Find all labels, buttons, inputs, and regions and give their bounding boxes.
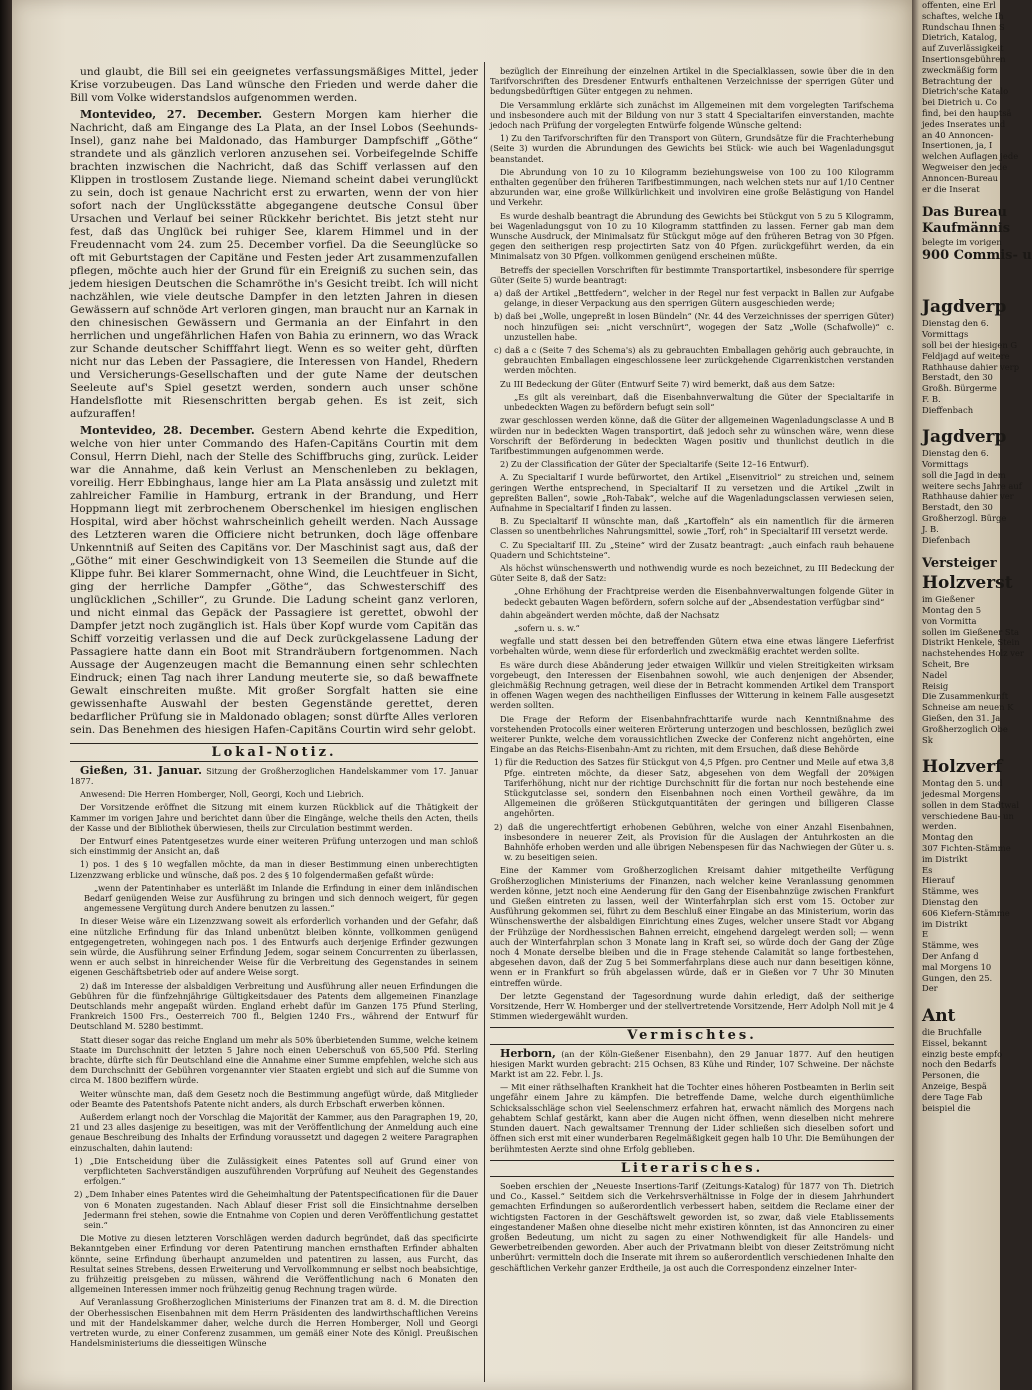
paragraph: bezüglich der Einreihung der einzelnen Artikel in die Specialklassen, sowie über die in den Tarifvorschriften des Dresdener Entwurfs enthaltenen Verzeichnisse der sperrigen Güter und bedungsbedürftigen Güter entgegen zu nehmen. xyxy=(490,66,894,97)
fragment-line: Dienstag den 6. xyxy=(922,448,989,459)
article-giessen xyxy=(70,763,478,786)
fragment-line: Montag den xyxy=(922,832,974,843)
fragment-line xyxy=(922,286,1002,297)
fragment-line: zweckmäßig form xyxy=(922,64,998,75)
fragment-line xyxy=(922,994,1002,1005)
paragraph: B. Zu Specialtarif II wünschte man, daß „Kartoffeln“ als ein namentlich für die ärmeren Classen so unentbehrliches Nahrungsmittel, sowie „Torf, roh“ in Specialtarif III versetzt werde. xyxy=(490,516,894,537)
fragment-line: Dienstag den xyxy=(922,896,979,907)
fragment-line: Stämme, wes xyxy=(922,886,979,897)
fragment-line: Stämme, wes xyxy=(922,940,979,951)
fragment-line: im Distrikt xyxy=(922,853,968,864)
paragraph: Eine der Kammer vom Großherzoglichen Kreisamt dahier mitgetheilte Verfügung Großherzoglichen Ministeriums der Finanzen, nach welcher keine Veranlassung genommen werden könne, jetzt noch eine Aenderung für den Gang der Eisenbahnzüge zwischen Frankfurt und Gießen eintreten zu lassen, weil der Winterfahrplan sich erst vom 15. October zur Ausführung gekommen sei, führt zu dem Beschluß einer Eingabe an das Ministerium, worin das Wünschenswerthe der alsbaldigen Einrichtung eines Zuges, welcher unsere Stadt vor Abgang der Frühzüge der Nordhessischen Bahnen erreicht, eingehend dargelegt werden soll; — wenn auch der Winterfahrplan schon 3 Monate lang in Kraft sei, so würde doch der Gang der Züge noch 4 Monate derselbe bleiben und die in Frage stehende Calamität so lange fortbestehen, abgesehen davon, daß der Zug 5 bei Sommerfahrplans diese auch nur dann beseitigen könne, wenn er in Frankfurt so früh abgelassen würde, daß er in Gießen vor 7 Uhr 30 Minuten eintreffen würde. xyxy=(490,865,894,988)
fragment-line: Berstadt, den 30 xyxy=(922,372,993,383)
fragment-line: dere Tage Fab xyxy=(922,1091,983,1102)
fragment-line: offenten, eine Erl xyxy=(922,0,996,10)
fragment-line: Reisig xyxy=(922,680,949,691)
fragment-line: Holzverf xyxy=(922,757,1003,778)
paragraph: Anwesend: Die Herren Homberger, Noll, Georgi, Koch und Liebrich. xyxy=(80,789,364,800)
paragraph: 1) Zu den Tarifvorschriften für den Transport von Gütern, Grundsätze für die Frachterhebung (Seite 3) wurden die Abrundungen des Gewichts bei Stück- wie auch bei Wagenladungsgut beanstandet. xyxy=(490,133,894,164)
fragment-line: welchen Auflagen jede xyxy=(922,151,1019,162)
quotation: 1) „Die Entscheidung über die Zulässigkeit eines Patentes soll auf Grund einer von verpflichteten Sachverständigen auszuführenden Vorprüfung auf Neuheit des Gegenstandes erfolgen.“ xyxy=(74,1155,478,1187)
fragment-line: Berstadt, den 30 xyxy=(922,502,993,513)
fragment-line: Großh. Bürgerme xyxy=(922,383,997,394)
dateline: Gießen, 31. Januar. xyxy=(80,763,202,777)
article-body: Gestern Morgen kam hierher die Nachricht, daß am Eingange des La Plata, an der Insel Lobos (Seehunds-Insel), ganz nahe bei Maldonado, das Hamburger Dampfschiff „Göthe“ strandete und als gänzlich verloren anzusehen sei. Vorbeifegelnde Schiffe brachten inzwischen die Nachricht, daß das Schiff verlassen auf den Klippen in trostlosem Zustande liege. Niemand scheint dabei verunglückt zu sein, doch ist genaue Nachricht erst zu erwarten, wenn der von hier sofort nach der Unglücksstätte abgegangene deutsche Consul über Ursachen und Verlauf bei seiner Rückkehr berichtet. Bis jetzt steht nur fest, daß das Unglück bei ruhiger See, klarem Himmel und in der Freudennacht vom 24. zum 25. December vorfiel. Da die Seeunglücke so oft mit Geburtstagen der Capitäne und Festen jeder Art zusammenzufallen pflegen, möchte auch hier der Grund für ein Ereigniß zu suchen sein, das jedem hiesigen Deutschen die Schamröthe in's Gesicht treibt. Ich will nicht nachzählen, wie viele deutsche Dampfer in den letzten Jahren in diesen Gewässern auf schnöde Art verloren gingen, man braucht nur an Karnak in den chinesischen Gewässern und Germania an der Einfahrt in den herrlichen und ungefährlichen Hafen von Bahia zu erinnern, wo das Wrack zur Schande deutscher Schifffahrt liegt. Wenn es so weiter geht, dürften nicht nur das Leben der Passagiere, die Interessen von Handel, Rhedern und Versicherungs-Gesellschaften und der gute Name der deutschen Seeleute auf's Spiel gesetzt werden, sondern auch unser schöne Handelsflotte mit Riesenschritten bergab gehen. Es ist zeit, sich aufzuraffen! xyxy=(70,109,478,420)
fragment-line: Dienstag den 6. xyxy=(922,318,989,329)
fragment-line: jedes Inserates und xyxy=(922,118,1006,129)
fragment-line: Der Anfang d xyxy=(922,950,979,961)
paragraph: wegfalle und statt dessen bei den betreffenden Gütern etwa eine etwas längere Lieferfrist vorbehalten würde, wenn diese für erforderlich und zweckmäßig erachtet werden sollte. xyxy=(490,636,894,657)
dateline: Montevideo, 28. December. xyxy=(80,424,255,437)
article-montevideo-1 xyxy=(70,108,478,421)
section-heading-literarisches: Literarisches. xyxy=(490,1160,894,1177)
paragraph: dahin abgeändert werden möchte, daß der Nachsatz xyxy=(500,609,720,620)
fragment-line: soll die Jagd in dem xyxy=(922,469,1006,480)
fragment-line: an 40 Annoncen- xyxy=(922,129,994,140)
fragment-line: J. B. xyxy=(922,523,939,534)
fragment-line: auf Zuverlässigkeit xyxy=(922,43,1004,54)
fragment-line: mal Morgens 10 xyxy=(922,961,992,972)
fragment-line: Vormittags xyxy=(922,459,969,470)
left-column xyxy=(70,66,478,1380)
fragment-line: Ant xyxy=(922,1005,956,1026)
fragment-line: beispiel die xyxy=(922,1102,971,1113)
fragment-line: F. B. xyxy=(922,393,941,404)
fragment-line: Rathhause dahier ver xyxy=(922,491,1014,502)
fragment-line: belegte im vorigen xyxy=(922,237,1002,248)
fragment-line: Dietrich'sche Katalo xyxy=(922,86,1009,97)
article-herborn xyxy=(490,1046,894,1080)
list-item: 2) daß die ungerechtfertigt erhobenen Gebühren, welche von einer Anzahl Eisenbahnen, insbesondere in neuerer Zeit, als Provision für die Auslagen der Antuhrkosten an die Bahnhöfe erhoben werden und alle übrigen Nebenspesen für das Nachwiegen der Güter u. s. w. zu beseitigen seien. xyxy=(494,821,894,863)
article-body: Gestern Abend kehrte die Expedition, welche von hier unter Commando des Hafen-Capitäns Courtin mit dem Consul, Herrn Diehl, nach der Stelle des Schiffbruchs ging, zurück. Leider war die Annahme, daß kein Verlust an Menschenleben zu beklagen, voreilig. Herr Ebbinghaus, lange hier am La Plata ansässig und zuletzt mit zahlreicher Familie in Hamburg, ertrank in der Brandung, und Herr Hoppmann liegt mit zerbrochenem Oberschenkel im hiesigen englischen Hospital, wird aber höchst wahrscheinlich geheilt werden. Nach Aussage des Letzteren waren die Officiere nicht betrunken, doch läge offenbare Unkenntniß auf Seiten des Capitäns vor. Der Maschinist sagt aus, daß der „Göthe“ mit einer Geschwindigkeit von 13 Seemeilen die Stunde auf die Klippe fuhr. Bei klarer Sommernacht, ohne Wind, die Leuchtfeuer in Sicht, ging der herrliche Dampfer „Göthe“, das Schwesterschiff des unglücklichen „Schiller“, zu Grunde. Die Ladung scheint ganz verloren, und nicht einmal das Gepäck der Passagiere ist gerettet, obwohl der Dampfer jetzt noch zugänglich ist. Hals über Kopf wurde vom Capitän das Schiff vorzeitig verlassen und die auf Deck zurückgelassene Ladung der Passagiere hatte dann ein Boot mit Strandräubern fortgenommen. Nach Aussage der Augenzeugen macht die Bemannung einen sehr schlechten Eindruck; einen Tag nach ihrer Landung meuterte sie, so daß bewaffnete Gewalt einschreiten mußte. Mit großer Sorgfalt hatten sie eine gewissenhafte Auswahl der besten Gegenstände gerettet, deren bedarflicher Prüfung sie in Maldonado oblagen; sonst dürfte Alles verloren sein. Das Benehmen des hiesigen Hafen-Capitäns Courtin wird sehr gelobt. xyxy=(70,425,478,736)
paragraph: Der Vorsitzende eröffnet die Sitzung mit einem kurzen Rückblick auf die Thätigkeit der Kammer im vorigen Jahre und berichtet dann über die Eingänge, welche theils den Acten, theils der Kasse und der Bibliothek überwiesen, theils zur Circulation bestimmt werden. xyxy=(70,802,478,833)
fragment-line: Betrachtung der xyxy=(922,75,993,86)
fragment-line: noch den Bedarfs xyxy=(922,1059,997,1070)
fragment-line: Hierauf xyxy=(922,875,955,886)
fragment-line: im Gießener xyxy=(922,594,975,605)
fragment-line: soll bei der hiesigen G xyxy=(922,339,1018,350)
book-spine xyxy=(0,0,12,1390)
fragment-line: Großherzogl. Bürge xyxy=(922,513,1007,524)
fragment-line: weitere sechs Jahre auf xyxy=(922,480,1022,491)
fragment-line: Montag den 5. und xyxy=(922,778,1003,789)
fragment-line: einzig beste empfo xyxy=(922,1048,1003,1059)
paragraph: Es wäre durch diese Abänderung jeder etwaigen Willkür und vielen Streitigkeiten wirksam vorgebeugt, den Interessen der Eisenbahnen sowohl, wie auch denjenigen der Absender, gleichmäßig Rechnung getragen, weil diese der in Betracht kommenden Artikel dem Transport in offenen Wagen wegen des nachtheiligen Einflusses der Witterung in keinem Falle ausgesetzt werden sollten. xyxy=(490,659,894,711)
paragraph: Der Entwurf eines Patentgesetzes wurde einer weiteren Prüfung unterzogen und man schloß sich einstimmig der Ansicht an, daß xyxy=(70,835,478,857)
fragment-line: im Distrikt xyxy=(922,918,968,929)
fragment-line: Annoncen-Bureau xyxy=(922,172,999,183)
fragment-line: Vormittags xyxy=(922,329,969,340)
fragment-line xyxy=(922,264,1002,275)
fragment-line: Anzeige, Bespä xyxy=(922,1080,987,1091)
adjacent-page-text xyxy=(922,0,1032,1390)
fragment-line: sollen im Gießener Sta xyxy=(922,626,1019,637)
list-item: c) daß a c (Seite 7 des Schema's) als zu gebrauchten Emballagen gehörig auch gebrauchte, in gebrauchten Emballagen eingeschlossene leer zurückgehende Cigarrenkistchen verstanden werden möchten. xyxy=(494,345,894,376)
article-body: (an der Köln-Gießener Eisenbahn), den 29 Januar 1877. Auf den heutigen hiesigen Markt wurden gebracht: 215 Ochsen, 83 Kühe und Rinder, 107 Schweine. Der nächste Markt ist am 22. Febr. l. Js. xyxy=(490,1048,894,1080)
fragment-line: Jagdverp xyxy=(922,297,1007,318)
fragment-line: Es xyxy=(922,864,933,875)
fragment-line: Gungen, den 25. xyxy=(922,972,993,983)
fragment-line: Personen, die xyxy=(922,1070,980,1081)
paragraph: Betreffs der speciellen Vorschriften für bestimmte Transportartikel, insbesondere für sperrige Güter (Seite 5) wurde beantragt: xyxy=(490,264,894,285)
paragraph: 2) daß im Interesse der alsbaldigen Verbreitung und Ausführung aller neuen Erfindungen die Gebühren für die fünfzehnjährige Gültigkeitsdauer des Patents dem allgemeinen Finanzlage Deutschlands mehr angepaßt würden. England erhebt dafür im Ganzen 175 Pfund Sterling, Frankreich 1500 Frs., Oesterreich 700 fl., Belgien 1240 Frs., während der Entwurf für Deutschland M. 5280 bestimmt. xyxy=(70,980,478,1032)
article-berlin: — Mit einer räthselhaften Krankheit hat die Tochter eines höheren Postbeamten in Berlin seit ungefähr einem Jahre zu kämpfen. Die betreffende Dame, welche durch eigenthümliche Schicksalsschläge schon viel Seelenschmerz erfahren hat, erwacht nämlich des Morgens nach gehabtem Schlaf gestärkt, kann aber die Augen nicht öffnen, wenn dieselben nicht mehrere Stunden dauert. Nach gewaltsamer Trennung der Lider schließen sich dieselben sofort und öffnen sich erst mit einer wunderbaren Regelmäßigkeit gegen halb 10 Uhr. Die Bemühungen der berühmtesten Aerzte sind ohne Erfolg geblieben. xyxy=(490,1082,894,1154)
fragment-line xyxy=(922,416,1002,427)
fragment-line: Kaufmännis xyxy=(922,221,1011,237)
quotation: 2) „Dem Inhaber eines Patentes wird die Geheimhaltung der Patentspecificationen für die Dauer von 6 Monaten zugestanden. Nach Ablauf dieser Frist soll die Einsichtnahme derselben Jedermann frei stehen, sowie die Entnahme von Copien und deren Veröffentlichung gestattet sein.“ xyxy=(74,1189,478,1231)
fragment-line xyxy=(922,545,1002,556)
fragment-line: Großherzoglich Obe xyxy=(922,723,1008,734)
quotation: „sofern u. s. w.“ xyxy=(514,622,580,633)
fragment-line: Gießen, den 31. Ja xyxy=(922,713,1001,724)
fragment-line: Die Zusammenkunft xyxy=(922,691,1009,702)
fragment-line: jedesmal Morgens xyxy=(922,789,1001,800)
paragraph: Weiter wünschte man, daß dem Gesetz noch die Bestimmung angefügt würde, daß Mitglieder oder Beamte des Patentshofs Patente nicht anders, als durch Erbschaft erwerben können. xyxy=(70,1088,478,1109)
fragment-line: 900 Commis- u xyxy=(922,247,1032,263)
fragment-line: Eissel, bekannt xyxy=(922,1037,987,1048)
fragment-line: Scheit, Bre xyxy=(922,659,970,670)
fragment-line: Dietrich, Katalog, xyxy=(922,32,998,43)
article-montevideo-2 xyxy=(70,424,478,737)
fragment-line xyxy=(922,275,1002,286)
section-heading-lokal: Lokal-Notiz. xyxy=(70,743,478,762)
quotation: „Ohne Erhöhung der Frachtpreise werden die Eisenbahnverwaltungen folgende Güter in bedeckt gebauten Wagen befördern, sofern solche auf der „Absendestation verfügbar sind“ xyxy=(504,586,894,607)
article-title: Sitzung der Großherzoglichen Handelskammer vom 17. Januar 1877. xyxy=(70,765,478,786)
fragment-line: verschiedene Bau- un xyxy=(922,810,1014,821)
fragment-line: Rathhause dahier verp xyxy=(922,361,1020,372)
paragraph: A. Zu Specialtarif I wurde befürwortet, den Artikel „Eisenvitriol“ zu streichen und, seinem geringen Werthe entsprechend, in Specialtarif II zu versetzen und die Artikel „Zwilt in gepreßten Ballen“, sowie „Roh-Tabak“, welche auf die Wagenladungsclassen verwiesen seien, Aufnahme in Specialtarif I finden zu lassen. xyxy=(490,472,894,513)
fragment-line: Der xyxy=(922,983,938,994)
paragraph: Die Frage der Reform der Eisenbahnfrachttarife wurde nach Kenntnißnahme des vorstehenden Protocolls einer weiteren Erörterung unterzogen und beschlossen, bezüglich zwei weiterer Punkte, welche dem voraussichtlichen Zwecke der Conferenz nicht angehörten, eine Eingabe an das Reichs-Eisenbahn-Amt zu richten, mit dem Ersuchen, daß diese Behörde xyxy=(490,713,894,755)
paragraph: zwar geschlossen werden könne, daß die Güter der allgemeinen Wagenladungsclasse A und B würden nur in bedeckten Wagen transportirt, daß jedoch sehr zu wünschen wäre, wenn diese Vorschrift der Beförderung in bedeckten Wagen positiv und thunlichst deutlich in die Tarifbestimmungen aufgenommen werde. xyxy=(490,415,894,456)
fragment-line: Nadel xyxy=(922,669,948,680)
fragment-line: schaftes, welche Ih xyxy=(922,10,1004,21)
dateline: Herborn, xyxy=(500,1046,556,1060)
article-intro: und glaubt, die Bill sei ein geeignetes verfassungsmäßiges Mittel, jeder Krise vorzubeugen. Das Land wünsche den Frieden und werde daher die Bill vom Volke widerstandslos aufgenommen werden. xyxy=(70,66,478,104)
paragraph: Die Motive zu diesen letzteren Vorschlägen werden dadurch begründet, daß das specificirte Bekanntgeben einer Erfindung vor deren Patentirung manchen ernsthaften Erfinder abhalten könnte, seine Erfindung überhaupt anzumelden und patentiren zu lassen, aus Furcht, das Resultat seines Strebens, dessen Erweiterung und Vervollkommnung er selbst noch beabsichtige, zu frühzeitig preisgeben zu müssen, während die Veröffentlichung nach 6 Monaten den allgemeinen Interessen immer noch frühzeitig genug Rechnung tragen würde. xyxy=(70,1233,478,1295)
paragraph: Außerdem erlangt noch der Vorschlag die Majorität der Kammer, aus den Paragraphen 19, 20, 21 und 23 alles dasjenige zu beseitigen, was mit der Veröffentlichung der Anmeldung auch eine genaue Beschreibung des Inhalts der Erfindung voraussetzt und dagegen 2 weitere Paragraphen einzuschalten, dahin lautend: xyxy=(70,1112,478,1153)
fragment-line: Distrikt Henkele, Stein xyxy=(922,637,1020,648)
fragment-line: Dieffenbach xyxy=(922,404,974,415)
fragment-line: Insertionen, ja, I xyxy=(922,140,993,151)
paragraph: In dieser Weise wäre ein Lizenzzwang soweit als erforderlich vorhanden und der Gefahr, daß eine nützliche Erfindung für das Inland unbenützt bleiben könnte, vollkommen genügend entgegengetreten, wohingegen nach pos. 1 des Entwurfs auch derjenige Erfinder gezwungen sein würde, die Ausführung seiner Erfindung Jedem, sogar seinem Concurrenten zu überlassen, wenn er auch selbst in hinreichender Weise für die Verbreitung des Gegenstandes in seinem eigenen Geschäftsbetrieb oder auf andere Weise sorgt. xyxy=(70,916,478,978)
fragment-line: find, bei den hauptsä xyxy=(922,107,1012,118)
fragment-line: werden. xyxy=(922,821,957,832)
fragment-line: die Bruchfalle xyxy=(922,1026,982,1037)
list-item: b) daß bei „Wolle, ungepreßt in losen Bündeln“ (Nr. 44 des Verzeichnisses der sperrigen Güter) noch hinzufügen sei: „nicht verschnürt“, wogegen der Satz „Wolle (Schafwolle)“ c. unzustellen habe. xyxy=(494,311,894,342)
paragraph: Die Abrundung von 10 zu 10 Kilogramm beziehungsweise von 100 zu 100 Kilogramm enthalten gegenüber den früheren Tarifbestimmungen, nach welchen stets nur auf 1/10 Centner abzurunden war, eine große Willkürlichkeit und involviren eine große Belästigung von Handel und Verkehr. xyxy=(490,166,894,208)
paragraph: 2) Zu der Classification der Güter der Specialtarife (Seite 12–16 Entwurf). xyxy=(500,459,809,470)
article-literarisches: Soeben erschien der „Neueste Insertions-Tarif (Zeitungs-Katalog) für 1877 von Th. Dietrich und Co., Kassel.“ Seitdem sich die Verkehrsverhältnisse in Folge der in diesem Jahrhundert gemachten Erfindungen so außerordentlich verbessert haben, seitdem die Reclame einer der wichtigsten Factoren in der Geschäftswelt geworden ist, so zwar, daß viele Etablissements eingestandener Maßen ohne dieselbe nicht mehr existiren könnten, ist das Annonciren zu einer großen Bedeutung, um nicht zu sagen zu einer Nothwendigkeit für alle Handels- und Gewerbetreibenden geworden. Aber auch der Privatmann bleibt von dieser Zeitströmung nicht unberührt: vermitteln doch die Inserate mit ihrem so außerordentlich verschiedenen Inhalte den geschäftlichen Verkehr ganzer Erdtheile, ja ost auch die Correspondenz einzelner Inter- xyxy=(490,1180,894,1273)
paragraph: Statt dieser sogar das reiche England um mehr als 50% überbietenden Summe, welche keinem Staate im Durchschnitt der letzten 5 Jahre noch einen Ueberschuß von 65,500 Pfd. Sterling brachte, dürfte sich für Deutschland eine die Annahme einer Summe empfehlen, welche sich aus dem Durchschnitt der Gebühren vorgenannter vier Staaten ergiebt und sich auf die Summe von circa M. 1800 beziffern würde. xyxy=(70,1034,478,1086)
fragment-line: Insertionsgebühren xyxy=(922,53,1006,64)
section-heading-vermischtes: Vermischtes. xyxy=(490,1027,894,1044)
fragment-line: sollen in dem Stadtwal xyxy=(922,799,1020,810)
paragraph: Die Versammlung erklärte sich zunächst im Allgemeinen mit dem vorgelegten Tarifschema und insbesondere auch mit der Bildung von nur 3 statt 4 Specialtarifen einverstanden, machte jedoch nach Prüfung der vorgelegten Entwürfe folgende Wünsche geltend: xyxy=(490,99,894,131)
dateline: Montevideo, 27. December. xyxy=(80,108,263,121)
fragment-line: E xyxy=(922,929,929,940)
list-item: a) daß der Artikel „Bettfedern“, welcher in der Regel nur fest verpackt in Ballen zur Aufgabe gelange, in dieser Verpackung aus den sperrigen Gütern ausgeschieden werde; xyxy=(494,288,894,309)
fragment-line: Feldjagd auf weitere xyxy=(922,350,1010,361)
fragment-line: bei Dietrich u. Co xyxy=(922,97,997,108)
fragment-line: von Vormitta xyxy=(922,615,977,626)
right-column xyxy=(490,66,894,1380)
fragment-line: 606 Kiefern-Stämme xyxy=(922,907,1010,918)
paragraph: Es wurde deshalb beantragt die Abrundung des Gewichts bei Stückgut von 5 zu 5 Kilogramm, bei Wagenladungsgut von 10 zu 10 Kilogramm stattfinden zu lassen. Ferner gab man dem Wunsche Ausdruck, der Minimalsatz für Stückgut möge auf den früheren Betrag von 30 Pfgen. gegen den seitherigen resp projectirten Satz von 40 Pfgen. zurückgeführt werden, da ein Minimalsatz von 30 Pfgen. vollkommen genügend erscheinen müßte. xyxy=(490,210,894,262)
fragment-line xyxy=(922,745,1002,756)
fragment-line: Versteiger xyxy=(922,556,997,572)
quotation: „wenn der Patentinhaber es unterläßt im Inlande die Erfindung in einer dem inländischen Bedarf genügenden Weise zur Ausführung zu bringen und sich dennoch weigert, für gegen angemessene Vergütung durch Andere benutzen zu lassen.“ xyxy=(84,882,478,914)
fragment-line: er die Inserat xyxy=(922,183,980,194)
fragment-line: Das Bureau xyxy=(922,205,1007,221)
fragment-line: Holzverst xyxy=(922,573,1013,594)
paragraph: Als höchst wünschenswerth und nothwendig wurde es noch bezeichnet, zu III Bedeckung der Güter Seite 8, daß der Satz: xyxy=(490,562,894,584)
fragment-line: 307 Fichten-Stämme xyxy=(922,843,1011,853)
paragraph: Der letzte Gegenstand der Tagesordnung wurde dahin erledigt, daß der seitherige Vorsitzende, Herr W. Homberger und der stellvertretende Vorsitzende, Herr Adolph Noll mit je 4 Stimmen wiedergewählt wurden. xyxy=(490,990,894,1022)
paragraph: Auf Veranlassung Großherzoglichen Ministeriums der Finanzen trat am 8. d. M. die Direction der Oberhessischen Eisenbahnen mit dem Herrn Präsidenten des landwirthschaftlichen Vereins und mit der Handelskammer daher, welche durch die Herren Homberger, Noll und Georgi vertreten wurde, zu einer Conferenz zusammen, um gemäß einer Note des Königl. Preußischen Handelsministeriums die diesseitigen Wünsche xyxy=(70,1297,478,1349)
fragment-line: Wegweiser den jede xyxy=(922,161,1008,172)
paragraph: 1) pos. 1 des § 10 wegfallen möchte, da man in dieser Bestimmung einen unberechtigten Lizenzzwang erblicke und wünsche, daß pos. 2 des § 10 folgendermaßen gefaßt würde: xyxy=(70,859,478,880)
fragment-line: Diefenbach xyxy=(922,534,971,545)
fragment-line: Rundschau Ihnen S xyxy=(922,21,1005,32)
fragment-line: Montag den 5 xyxy=(922,605,982,616)
paragraph: Zu III Bedeckung der Güter (Entwurf Seite 7) wird bemerkt, daß aus dem Satze: xyxy=(500,378,835,389)
list-item: 1) für die Reduction des Satzes für Stückgut von 4,5 Pfgen. pro Centner und Meile auf etwa 3,8 Pfge. eintreten möchte, da dieser Satz, abgesehen von dem Wegfall der 20%igen Tariferhöhung, nicht nur der richtige Durchschnitt für die fortan nur noch bestehende eine Stückgutclasse sei, sondern den Eisenbahnen noch einen Vortheil gewähre, da im Allgemeinen die größeren Stückgutquantitäten der geringen und billigeren Classe angehörten. xyxy=(494,757,894,819)
quotation: „Es gilt als vereinbart, daß die Eisenbahnverwaltung die Güter der Specialtarife in unbedeckten Wagen zu befördern befugt sein soll“ xyxy=(504,391,894,413)
fragment-line: Sk xyxy=(922,734,933,745)
column-rule xyxy=(484,62,485,1382)
fragment-line xyxy=(922,194,1002,205)
paragraph: C. Zu Specialtarif III. Zu „Steine“ wird der Zusatz beantragt: „auch einfach rauh behauene Quadern und Schichtsteine“. xyxy=(490,539,894,560)
fragment-line: nachstehendes Holz ver xyxy=(922,648,1024,659)
fragment-line: Schneise am neuen K xyxy=(922,702,1014,713)
fragment-line: Jagdverp xyxy=(922,427,1007,448)
